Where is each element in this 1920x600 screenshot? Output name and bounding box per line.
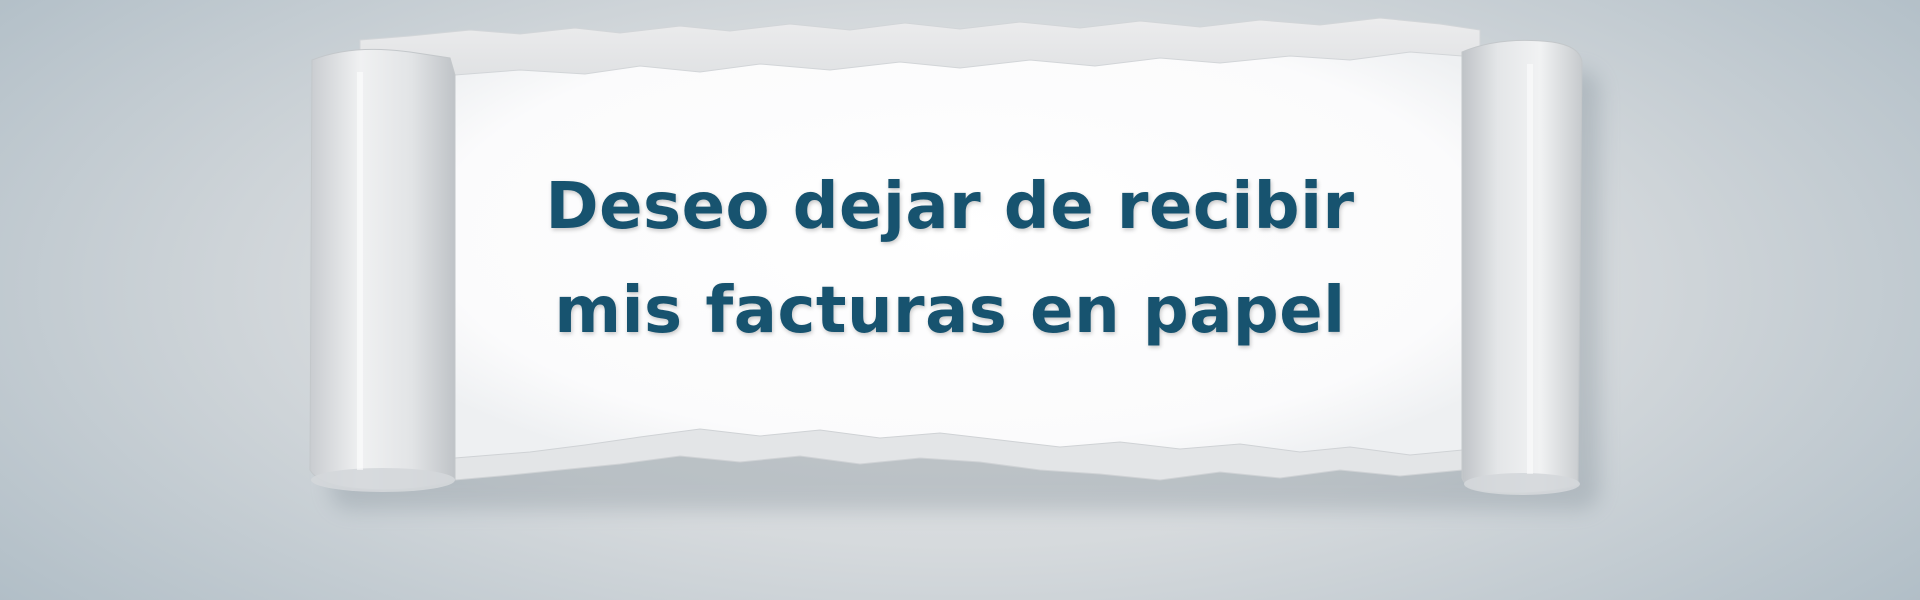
right-paper-roll [1462,40,1582,495]
headline-line-2: mis facturas en papel [554,274,1346,348]
left-paper-roll [310,49,455,492]
headline-line-1: Deseo dejar de recibir [545,170,1355,244]
headline [460,155,1440,363]
